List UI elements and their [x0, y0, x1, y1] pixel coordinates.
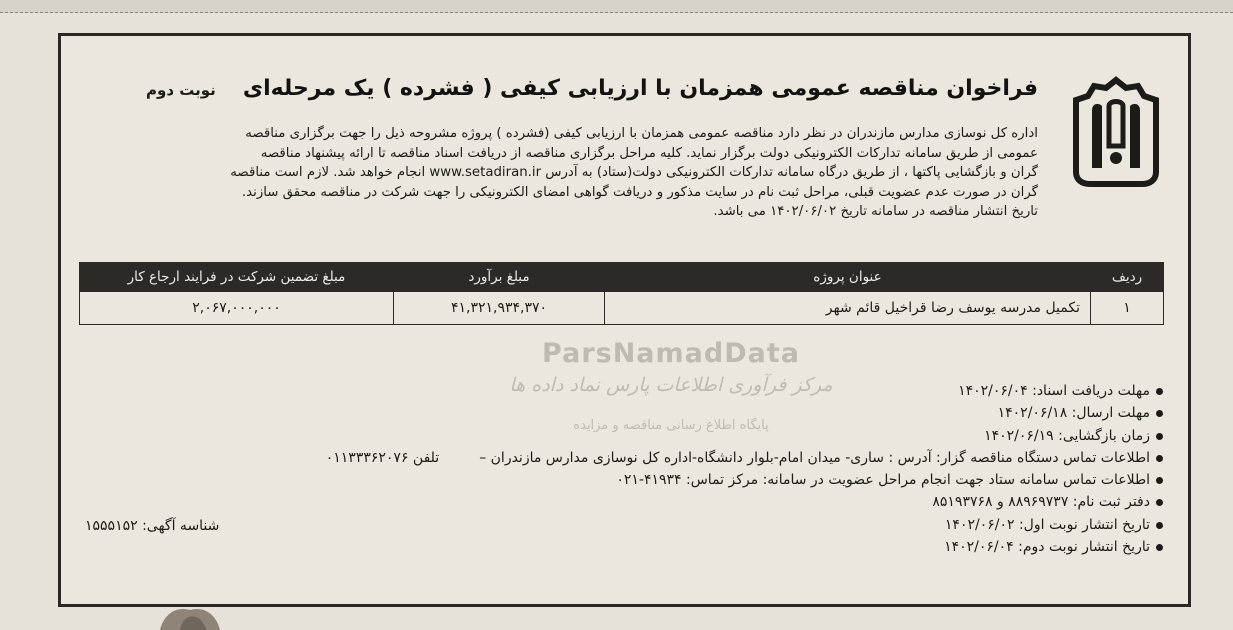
- body-line: اداره کل نوسازی مدارس مازندران در نظر دارد مناقصه عمومی همزمان با ارزیابی کیفی (فشرده ) پروژه مشروحه ذیل را جهت برگزاری مناقصه: [245, 126, 1038, 141]
- list-item: [104, 402, 1164, 424]
- header-guarantee: مبلغ تضمین شرکت در فرایند ارجاع کار: [80, 263, 394, 292]
- body-line: گران و بازگشایی پاکتها ، از طریق درگاه سامانه تدارکات الکترونیکی دولت(ستاد) به آدرس www.setadiran.ir انجام خواهد شد. لازم است مناقصه: [230, 165, 1038, 180]
- notice-body: [83, 124, 1038, 222]
- watermark-subtitle: مرکز فرآوری اطلاعات پارس نماد داده ها: [509, 374, 833, 396]
- flower-decoration-icon: [150, 600, 230, 630]
- header-project-title: عنوان پروژه: [605, 263, 1091, 292]
- cell-project-title: تکمیل مدرسه یوسف رضا قراخیل قائم شهر: [605, 292, 1091, 325]
- list-item: [104, 514, 1164, 536]
- opening-time: زمان بازگشایی: ۱۴۰۲/۰۶/۱۹: [984, 427, 1150, 444]
- body-line: عمومی از طریق سامانه تدارکات الکترونیکی دولت برگزار نماید. کلیه مراحل برگزاری مناقصه از دریافت اسناد مناقصه تا ارائه پیشنهاد مناقصه: [260, 145, 1038, 161]
- doc-deadline: مهلت دریافت اسناد: ۱۴۰۲/۰۶/۰۴: [958, 383, 1150, 399]
- contact-address: اطلاعات تماس دستگاه مناقصه گزار: آدرس : ساری- میدان امام-بلوار دانشگاه-اداره کل نوسازی مدارس مازندران –: [479, 449, 1150, 466]
- list-item: [104, 491, 1164, 513]
- notice-round: نوبت دوم: [146, 81, 216, 99]
- cell-estimate: ۴۱,۳۲۱,۹۳۴,۳۷۰: [394, 292, 605, 325]
- list-item: [104, 447, 1164, 469]
- table-row: [80, 292, 1164, 325]
- notice-header: [146, 76, 1038, 101]
- second-publish-date: تاریخ انتشار نوبت دوم: ۱۴۰۲/۰۶/۰۴: [944, 539, 1150, 556]
- send-deadline: مهلت ارسال: ۱۴۰۲/۰۶/۱۸: [997, 405, 1150, 422]
- cell-guarantee: ۲,۰۶۷,۰۰۰,۰۰۰: [80, 292, 394, 325]
- watermark-tagline: پایگاه اطلاع رسانی مناقصه و مزایده: [573, 418, 769, 433]
- header-row-number: ردیف: [1091, 263, 1164, 292]
- details-list: [104, 380, 1164, 558]
- first-publish-date: تاریخ انتشار نوبت اول: ۱۴۰۲/۰۶/۰۲: [944, 516, 1150, 533]
- list-item: [104, 469, 1164, 491]
- ad-identifier: شناسه آگهی: ۱۵۵۵۱۵۲: [85, 518, 220, 534]
- notice-frame: [58, 33, 1191, 607]
- body-line: گران در صورت عدم عضویت قبلی، مراحل ثبت نام در سایت مذکور و دریافت گواهی امضای الکترونیکی را جهت شرکت در مناقصه محقق سازند.: [241, 184, 1038, 200]
- list-item: [104, 380, 1164, 402]
- organization-logo: [1064, 76, 1168, 188]
- watermark-brand: ParsNamadData: [542, 338, 800, 369]
- setad-contact: اطلاعات تماس سامانه ستاد جهت انجام مراحل عضویت در سامانه: مرکز تماس: ۴۱۹۳۴-۰۲۱: [616, 472, 1150, 489]
- logo-emblem-icon: [1064, 76, 1168, 188]
- notice-title: فراخوان مناقصه عمومی همزمان با ارزیابی کیفی ( فشرده ) یک مرحله‌ای: [242, 76, 1038, 101]
- cell-row-number: ۱: [1091, 292, 1164, 325]
- project-table: [79, 262, 1164, 325]
- body-line: تاریخ انتشار مناقصه در سامانه تاریخ ۱۴۰۲/۰۶/۰۲ می باشد.: [713, 204, 1038, 219]
- contact-phone: تلفن ۰۱۱۳۳۳۶۲۰۷۶: [325, 449, 440, 466]
- page-top-edge: [0, 0, 1233, 13]
- header-estimate: مبلغ برآورد: [394, 263, 605, 292]
- registration-office: دفتر ثبت نام: ۸۸۹۶۹۷۳۷ و ۸۵۱۹۳۷۶۸: [932, 494, 1150, 511]
- list-item: [104, 536, 1164, 558]
- list-item: [104, 425, 1164, 447]
- table-header-row: [80, 263, 1164, 292]
